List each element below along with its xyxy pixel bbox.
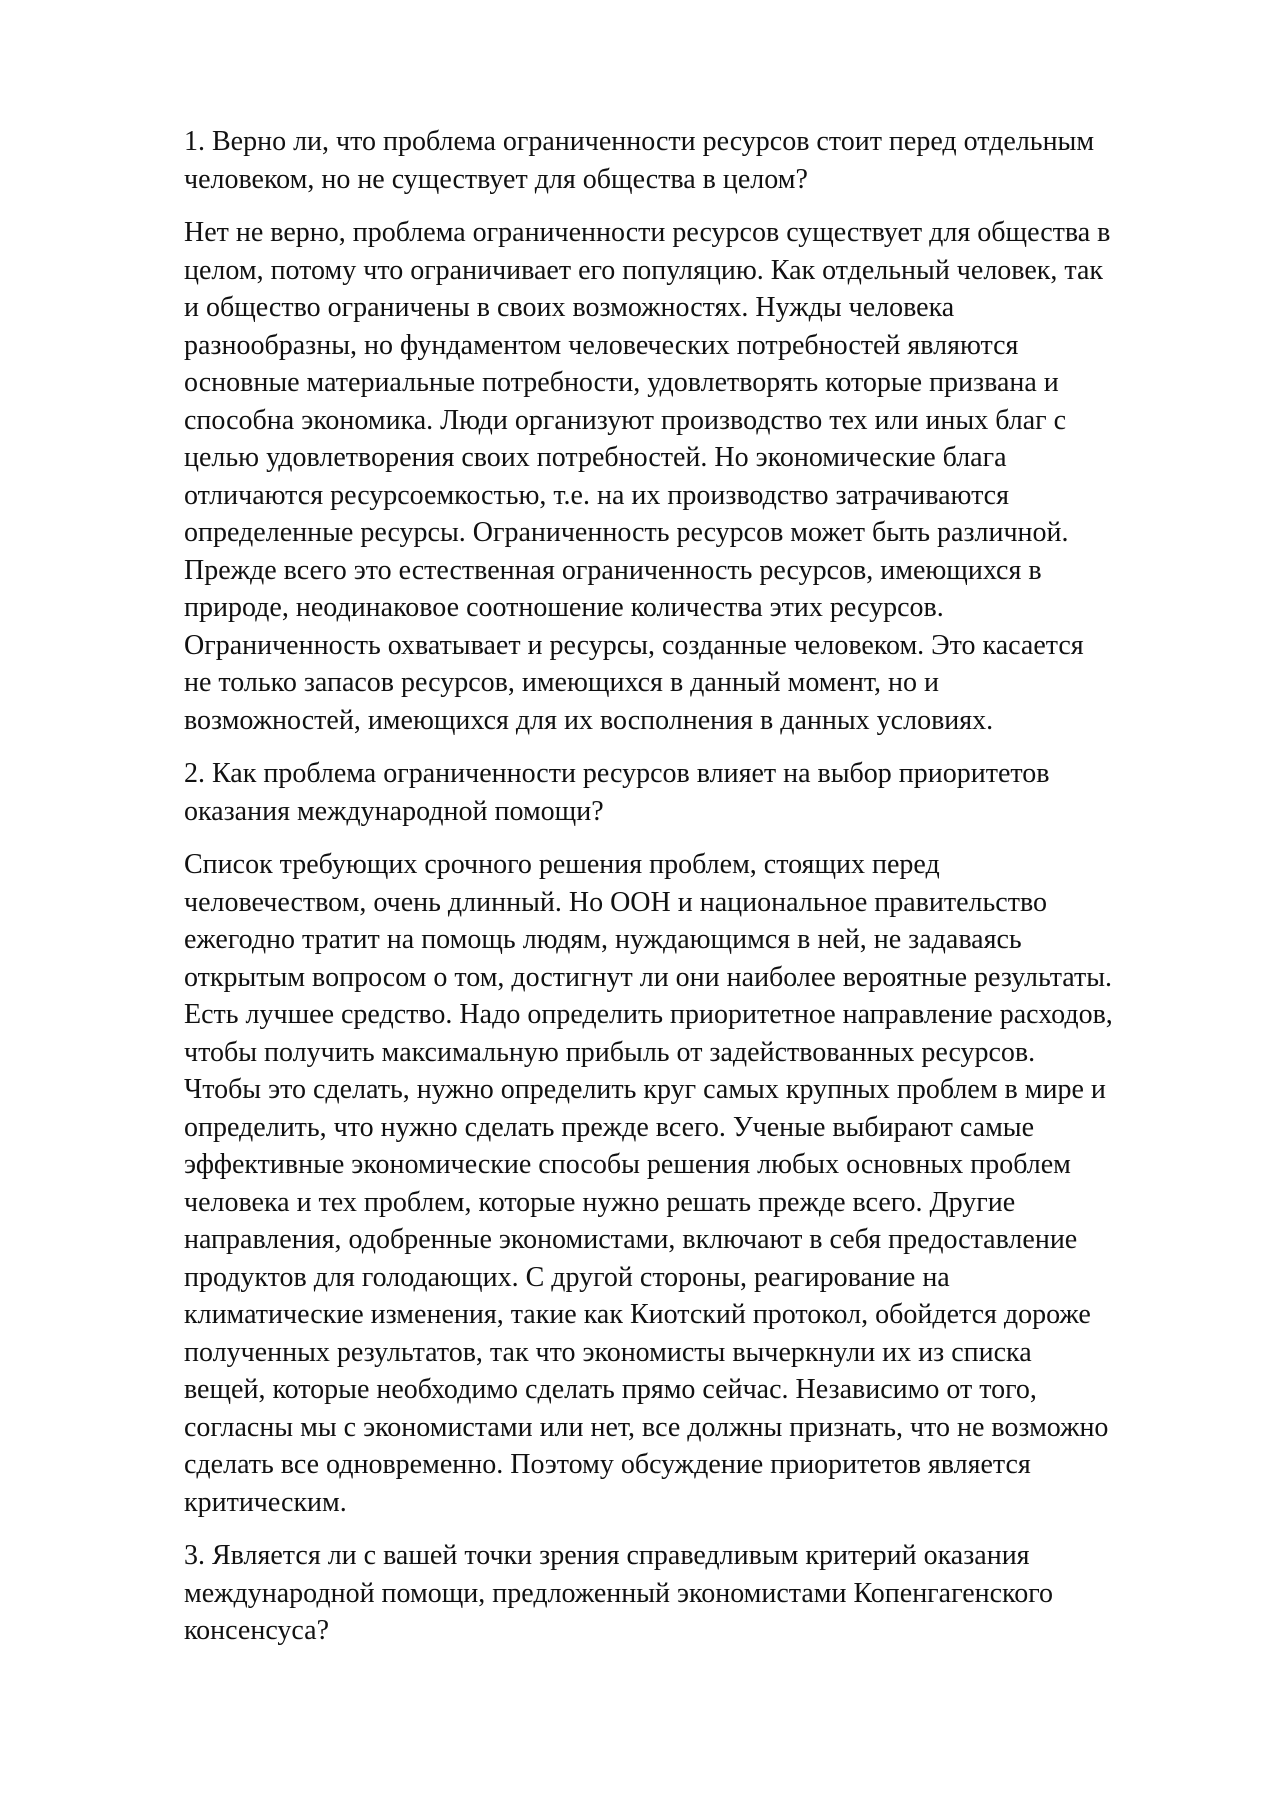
text-line: вещей, которые необходимо сделать прямо сейчас. Независимо от того,: [184, 1374, 1037, 1405]
text-line: человечеством, очень длинный. Но ООН и национальное правительство: [184, 886, 1047, 918]
text-line: Ограниченность охватывает и ресурсы, созданные человеком. Это касается: [184, 629, 1084, 661]
text-line: 3. Является ли с вашей точки зрения справедливым критерий оказания: [184, 1540, 1030, 1571]
text-line: чтобы получить максимальную прибыль от задействованных ресурсов.: [184, 1036, 1036, 1068]
text-line: не только запасов ресурсов, имеющихся в данный момент, но и: [184, 667, 940, 698]
text-line: открытым вопросом о том, достигнут ли они наиболее вероятные результаты.: [184, 961, 1113, 993]
answer-2-paragraph: [184, 846, 1204, 1521]
answer-1-paragraph: [184, 214, 1204, 739]
text-line: целью удовлетворения своих потребностей. Но экономические блага: [184, 442, 1007, 473]
text-line: эффективные экономические способы решения любых основных проблем: [184, 1149, 1071, 1180]
text-line: определить, что нужно сделать прежде всего. Ученые выбирают самые: [184, 1111, 1035, 1143]
question-3-paragraph: [184, 1537, 1204, 1650]
text-line: Чтобы это сделать, нужно определить круг самых крупных проблем в мире и: [184, 1074, 1106, 1105]
text-line: человека и тех проблем, которые нужно решать прежде всего. Другие: [184, 1186, 1016, 1218]
text-line: оказания международной помощи?: [184, 795, 604, 827]
text-line: 2. Как проблема ограниченности ресурсов влияет на выбор приоритетов: [184, 758, 1050, 789]
text-line: консенсуса?: [184, 1615, 330, 1646]
text-line: согласны мы с экономистами или нет, все должны признать, что не возможно: [184, 1411, 1109, 1443]
text-line: Список требующих срочного решения проблем, стоящих перед: [184, 849, 940, 880]
text-line: продуктов для голодающих. С другой стороны, реагирование на: [184, 1261, 950, 1293]
text-line: способна экономика. Люди организуют производство тех или иных благ с: [184, 404, 1067, 436]
text-line: Нет не верно, проблема ограниченности ресурсов существует для общества в: [184, 217, 1111, 248]
text-line: 1. Верно ли, что проблема ограниченности ресурсов стоит перед отдельным: [184, 126, 1095, 157]
document-body: [184, 123, 1204, 1666]
text-line: разнообразны, но фундаментом человеческих потребностей являются: [184, 329, 1019, 361]
text-line: природе, неодинаковое соотношение количества этих ресурсов.: [184, 592, 944, 623]
text-line: Прежде всего это естественная ограниченность ресурсов, имеющихся в: [184, 554, 1042, 586]
text-line: полученных результатов, так что экономисты вычеркнули их из списка: [184, 1336, 1032, 1368]
text-line: и общество ограничены в своих возможностях. Нужды человека: [184, 292, 955, 323]
text-line: отличаются ресурсоемкостью, т.е. на их производство затрачиваются: [184, 479, 1009, 511]
text-line: основные материальные потребности, удовлетворять которые призвана и: [184, 367, 1059, 398]
text-line: критическим.: [184, 1486, 347, 1518]
text-line: климатические изменения, такие как Киотский протокол, обойдется дороже: [184, 1299, 1091, 1330]
text-line: ежегодно тратит на помощь людям, нуждающимся в ней, не задаваясь: [184, 924, 1022, 955]
text-line: человеком, но не существует для общества в целом?: [184, 163, 808, 195]
text-line: возможностей, имеющихся для их восполнения в данных условиях.: [184, 704, 994, 736]
text-line: целом, потому что ограничивает его популяцию. Как отдельный человек, так: [184, 254, 1103, 286]
text-line: определенные ресурсы. Ограниченность ресурсов может быть различной.: [184, 517, 1069, 548]
text-line: сделать все одновременно. Поэтому обсуждение приоритетов является: [184, 1449, 1031, 1480]
text-line: направления, одобренные экономистами, включают в себя предоставление: [184, 1224, 1078, 1255]
text-line: Есть лучшее средство. Надо определить приоритетное направление расходов,: [184, 999, 1113, 1030]
text-line: международной помощи, предложенный экономистами Копенгагенского: [184, 1577, 1054, 1609]
question-2-paragraph: [184, 755, 1204, 830]
question-1-paragraph: [184, 123, 1204, 198]
